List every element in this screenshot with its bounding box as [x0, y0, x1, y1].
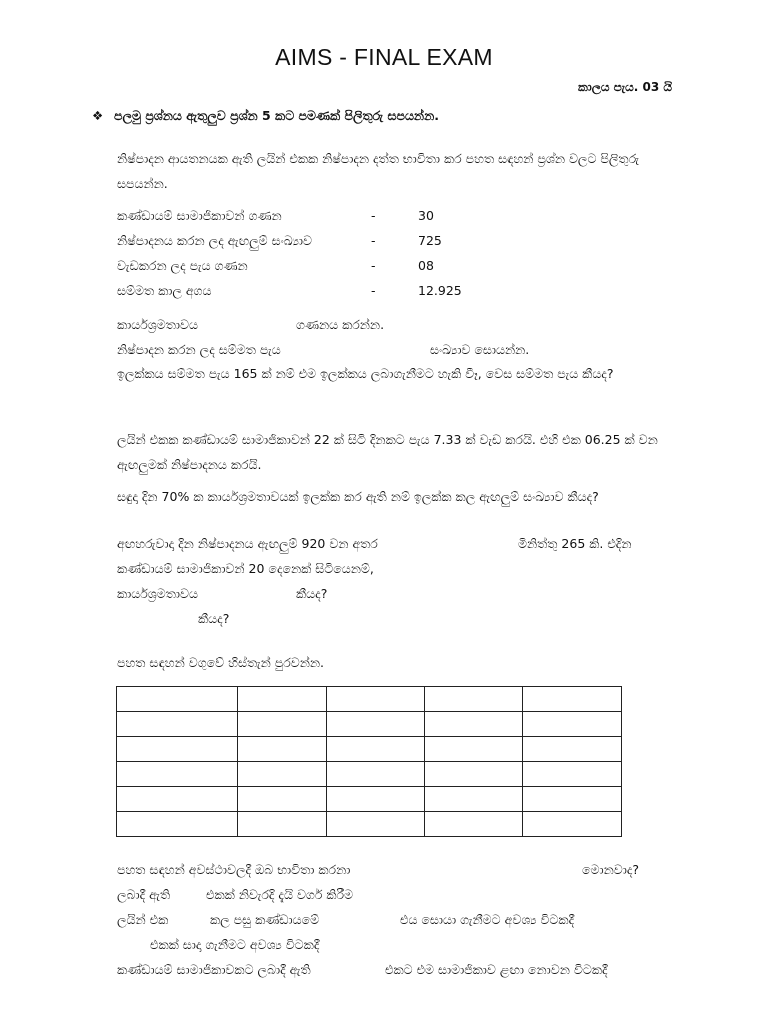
data-value-hours: 08: [418, 258, 434, 273]
exam-title: AIMS - FINAL EXAM: [275, 44, 493, 70]
intro-paragraph: නිෂ්පාදන ආයතනයක ඇති ලයින් එකක නිෂ්පාදන දත්ත භාවිතා කර පහත සඳහන් ප්‍රශ්න වලට පිලිතුරු සපයන්න.: [117, 151, 640, 191]
question-2b: සංඛ්‍යාව සොයන්න.: [430, 342, 530, 357]
table-row: [117, 812, 622, 837]
question-6-line2: කණ්ඩායම් සාමාජිකාවන් 20 දෙනෙක් සිටියෙනම්,: [117, 561, 374, 576]
question-3: ඉලක්කය සම්මත පැය 165 ක් නම් එම ඉලක්කය ලබාගැනීමට හැකි වීෑ, වෙස සම්මත පැය කීයද?: [117, 366, 614, 381]
data-value-sam: 12.925: [418, 283, 462, 298]
bottom-line4: එකක් සාදා ගැනීමට අවශ්‍ය විටකදී: [150, 937, 320, 952]
data-label-hours: වැඩකරන ලද පැය ගණන: [117, 258, 248, 273]
bottom-line5b: එකට එම සාමාජිකාව ළඟා නොවන විටකදී: [385, 962, 608, 977]
data-label-garments: නිෂ්පාදනය කරන ලද ඇඟලුම් සංඛ්‍යාව: [117, 233, 313, 248]
bottom-line3b: කල පසු කණ්ඩායමේ: [210, 912, 320, 927]
data-value-members: 30: [418, 208, 434, 223]
question-1a: කාර්යශ්‍රමතාවය: [117, 317, 198, 332]
bottom-line3c: එය සොයා ගැනීමට අවශ්‍ය විටකදී: [400, 912, 575, 927]
table-row: [117, 687, 622, 712]
instruction-text: පලමු ප්‍රශ්නය ඇතුලුව ප්‍රශ්න 5 කට පමණක් පිලිතුරු සපයන්න.: [114, 108, 439, 123]
instruction-line: [92, 108, 439, 124]
bottom-line3a: ලයින් එක: [117, 912, 169, 927]
table-row: [117, 762, 622, 787]
data-dash: -: [371, 208, 376, 223]
data-dash: -: [371, 233, 376, 248]
data-dash: -: [371, 258, 376, 273]
question-5: සඳුදා දින 70% ක කාර්යශ්‍රමතාවයක් ඉලක්ක කර ඇති නම් ඉලක්ක කල ඇඟලුම් සංඛ්‍යාව කීයද?: [117, 489, 599, 504]
table-row: [117, 787, 622, 812]
question-6-line4: කීයද?: [198, 611, 230, 626]
data-label-sam: සම්මත කාල අගය: [117, 283, 212, 298]
exam-duration: කාලය පැය. 03 යි: [578, 80, 672, 94]
bottom-line1b: මොනවාද?: [582, 862, 640, 877]
data-label-members: කණ්ඩායම් සාමාජිකාවන් ගණන: [117, 208, 282, 223]
table-row: [117, 712, 622, 737]
question-2a: නිෂ්පාදන කරන ලද සම්මත පැය: [117, 342, 281, 357]
question-6-line1b: මිනිත්තු 265 කි. එදින: [518, 536, 632, 551]
blank-table: [116, 686, 622, 837]
table-row: [117, 737, 622, 762]
question-6-line1a: අඟහරුවාදා දින නිෂ්පාදනය ඇඟලුම් 920 වන අතර: [117, 536, 378, 551]
bottom-line5a: කණ්ඩායම් සාමාජිකාවකට ලබාදී ඇති: [117, 962, 311, 977]
data-dash: -: [371, 283, 376, 298]
bottom-line1a: පහත සඳහන් අවස්ථාවලදී ඔබ භාවිතා කරනා: [117, 862, 351, 877]
diamond-bullet-icon: ❖: [92, 108, 104, 123]
question-7: පහත සඳහන් වගුවේ හිස්තැන් පුරවන්න.: [117, 655, 325, 670]
question-6-line3a: කාර්යශ්‍රමතාවය: [117, 586, 198, 601]
bottom-line2a: ලබාදී ඇති: [117, 887, 171, 902]
question-6-line3b: කීයද?: [296, 586, 328, 601]
bottom-line2b: එකක් නිවැරදි දැයි වර්ග කිරීම: [206, 887, 354, 902]
question-4: ලයින් එකක කණ්ඩායම් සාමාජිකාවන් 22 ක් සිටි දිනකට පැය 7.33 ක් වැඩ කරයි. එහි එක 06.25 ක් වන ඇඟලුමක් නිෂ්පාදනය කරයි.: [117, 432, 658, 472]
question-1b: ගණනය කරන්න.: [296, 317, 385, 332]
data-value-garments: 725: [418, 233, 442, 248]
